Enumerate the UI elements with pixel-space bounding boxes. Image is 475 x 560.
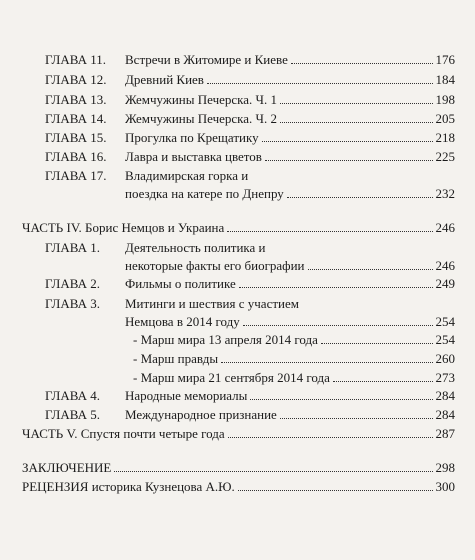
toc-entry-line: [45, 92, 455, 108]
dot-leader: [333, 381, 433, 382]
toc-entry-line: [45, 388, 455, 404]
chapter-title: Немцова в 2014 году: [125, 314, 240, 329]
page-number: 184: [435, 72, 455, 87]
chapter-title: Жемчужины Печерска. Ч. 2: [125, 111, 277, 126]
toc-entry-line: [45, 370, 455, 386]
toc-entry-line: [45, 296, 455, 312]
toc-entry-line: [45, 130, 455, 146]
toc-entry-line: [45, 149, 455, 165]
chapter-number: ГЛАВА 3.: [45, 296, 100, 311]
chapter-title: РЕЦЕНЗИЯ историка Кузнецова А.Ю.: [22, 479, 235, 494]
chapter-title: - Марш мира 21 сентября 2014 года: [133, 370, 330, 385]
dot-leader: [291, 63, 433, 64]
chapter-title: Встречи в Житомире и Киеве: [125, 52, 288, 67]
chapter-title: Митинги и шествия с участием: [125, 296, 299, 311]
toc-entry-line: [45, 351, 455, 367]
page-number: 273: [435, 370, 455, 385]
toc-entry-line: [45, 407, 455, 423]
dot-leader: [280, 103, 433, 104]
toc-entry-line: [22, 426, 455, 442]
chapter-title: Древний Киев: [125, 72, 204, 87]
toc-entry-line: [22, 460, 455, 476]
chapter-number: ГЛАВА 12.: [45, 72, 107, 87]
dot-leader: [207, 83, 433, 84]
chapter-title: Прогулка по Крещатику: [125, 130, 259, 145]
chapter-number: ГЛАВА 5.: [45, 407, 100, 422]
chapter-number: ГЛАВА 2.: [45, 276, 100, 291]
chapter-title: Деятельность политика и: [125, 240, 266, 255]
chapter-number: ГЛАВА 15.: [45, 130, 107, 145]
chapter-title: Лавра и выставка цветов: [125, 149, 262, 164]
chapter-number: ГЛАВА 13.: [45, 92, 107, 107]
page-number: 246: [435, 258, 455, 273]
page-number: 225: [435, 149, 455, 164]
dot-leader: [280, 418, 433, 419]
dot-leader: [280, 122, 433, 123]
page-number: 260: [435, 351, 455, 366]
page-number: 254: [435, 332, 455, 347]
toc-entry-line: [45, 240, 455, 256]
chapter-number: ГЛАВА 17.: [45, 168, 107, 183]
dot-leader: [114, 471, 433, 472]
page-number: 298: [435, 460, 455, 475]
chapter-title: - Марш мира 13 апреля 2014 года: [133, 332, 318, 347]
page-number: 232: [435, 186, 455, 201]
chapter-title: поездка на катере по Днепру: [125, 186, 284, 201]
toc-entry-line: [45, 186, 455, 202]
chapter-number: ГЛАВА 16.: [45, 149, 107, 164]
page-number: 284: [435, 407, 455, 422]
page-number: 218: [435, 130, 455, 145]
chapter-title: - Марш правды: [133, 351, 219, 366]
chapter-title: Жемчужины Печерска. Ч. 1: [125, 92, 277, 107]
dot-leader: [243, 325, 433, 326]
chapter-title: ЗАКЛЮЧЕНИЕ: [22, 460, 112, 475]
chapter-number: ГЛАВА 1.: [45, 240, 100, 255]
dot-leader: [265, 160, 433, 161]
page-number: 246: [435, 220, 455, 235]
chapter-number: ГЛАВА 11.: [45, 52, 107, 67]
toc-entry-line: [45, 52, 455, 68]
page-number: 284: [435, 388, 455, 403]
chapter-title: ЧАСТЬ V. Спустя почти четыре года: [22, 426, 225, 441]
page-number: 287: [435, 426, 455, 441]
chapter-title: Народные мемориалы: [125, 388, 248, 403]
dot-leader: [250, 399, 433, 400]
chapter-title: некоторые факты его биографии: [125, 258, 305, 273]
toc-entry-line: [45, 168, 455, 184]
dot-leader: [239, 287, 433, 288]
chapter-title: Владимирская горка и: [125, 168, 249, 183]
dot-leader: [262, 141, 433, 142]
chapter-title: Фильмы о политике: [125, 276, 236, 291]
chapter-number: ГЛАВА 4.: [45, 388, 100, 403]
dot-leader: [238, 490, 433, 491]
dot-leader: [287, 197, 433, 198]
page-number: 300: [435, 479, 455, 494]
toc-entry-line: [45, 276, 455, 292]
page-number: 249: [435, 276, 455, 291]
dot-leader: [308, 269, 433, 270]
dot-leader: [227, 231, 433, 232]
chapter-number: ГЛАВА 14.: [45, 111, 107, 126]
dot-leader: [221, 362, 433, 363]
dot-leader: [321, 343, 433, 344]
page-number: 254: [435, 314, 455, 329]
dot-leader: [228, 437, 433, 438]
toc-entry-line: [22, 479, 455, 495]
toc-entry-line: [45, 72, 455, 88]
page-number: 176: [435, 52, 455, 67]
toc-entry-line: [45, 111, 455, 127]
chapter-title: Международное признание: [125, 407, 277, 422]
toc-entry-line: [45, 332, 455, 348]
page-number: 205: [435, 111, 455, 126]
toc-entry-line: [22, 220, 455, 236]
toc-entry-line: [45, 258, 455, 274]
page-number: 198: [435, 92, 455, 107]
chapter-title: ЧАСТЬ IV. Борис Немцов и Украина: [22, 220, 225, 235]
toc-entry-line: [45, 314, 455, 330]
